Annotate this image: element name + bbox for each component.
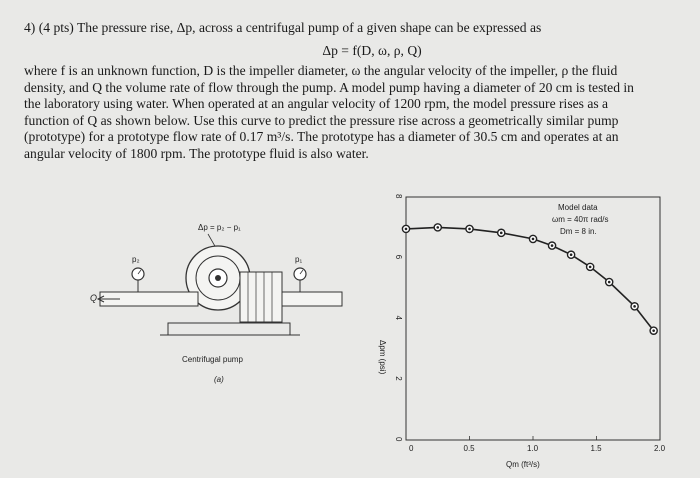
data-point-center — [608, 281, 611, 284]
problem-line-6: angular velocity of 1800 rpm. The prototype fluid is also water. — [24, 145, 369, 161]
pump-motor — [240, 272, 282, 322]
data-point-center — [500, 232, 503, 235]
x-axis-ticks — [406, 436, 666, 453]
pump-figure — [90, 210, 360, 395]
data-point-center — [532, 238, 535, 241]
legend-diameter: Dm = 8 in. — [560, 227, 597, 236]
y-tick-label: 8 — [394, 194, 403, 199]
pump-base — [168, 323, 290, 335]
data-point-center — [633, 305, 636, 308]
flow-label: Q — [90, 293, 98, 303]
figure-caption: Centrifugal pump — [182, 355, 243, 364]
y-tick-label: 2 — [394, 376, 403, 381]
x-axis-label: Qm (ft³/s) — [506, 460, 540, 469]
pressure-rise-label: Δp = p₂ − p₁ — [198, 223, 241, 232]
problem-line-3: the laboratory using water. When operated at an angular velocity of 1200 rpm, the model pressure rises as a — [24, 96, 609, 111]
pump-curve-chart — [360, 180, 680, 470]
x-tick-label: 0 — [409, 444, 414, 453]
model-data-curve — [406, 227, 654, 330]
problem-line-5: (prototype) for a prototype flow rate of 0.17 m³/s. The prototype has a diameter of 30.5 cm and operates at an — [24, 129, 619, 144]
x-tick-label: 2.0 — [654, 444, 666, 453]
data-point-center — [405, 228, 408, 231]
figure-subcaption: (a) — [214, 375, 224, 384]
y-axis-ticks — [394, 194, 403, 442]
x-tick-label: 0.5 — [463, 444, 475, 453]
gauge-p2-label: p₂ — [132, 255, 140, 264]
problem-line-2: density, and Q the volume rate of flow through the pump. A model pump having a diameter of 20 cm is tested in — [24, 79, 634, 95]
problem-statement — [24, 20, 680, 162]
gauge-p1-label: p₁ — [295, 255, 303, 264]
problem-line-4: function of Q as shown below. Use this curve to predict the pressure rise across a geometrically similar pump — [24, 112, 619, 128]
data-point-center — [589, 266, 592, 269]
problem-title: 4) (4 pts) The pressure rise, Δp, across a centrifugal pump of a given shape can be expressed as — [24, 20, 542, 35]
plot-frame — [406, 197, 660, 440]
legend-title: Model data — [558, 203, 598, 212]
impeller-shaft — [215, 275, 221, 281]
data-point-center — [570, 253, 573, 256]
data-point-center — [468, 228, 471, 231]
x-tick-label: 1.5 — [590, 444, 602, 453]
data-point-center — [436, 226, 439, 229]
problem-body — [24, 63, 680, 162]
problem-formula: Δp = f(D, ω, ρ, Q) — [322, 42, 422, 58]
y-tick-label: 0 — [394, 437, 403, 442]
x-tick-label: 1.0 — [527, 444, 539, 453]
y-tick-label: 6 — [394, 254, 403, 260]
problem-line-1: where f is an unknown function, D is the impeller diameter, ω the angular velocity of the impeller, ρ the fluid — [24, 63, 618, 78]
model-data-points — [402, 224, 657, 334]
data-point-center — [551, 244, 554, 247]
y-axis-label: Δpm (psi) — [378, 340, 387, 375]
legend-omega: ωm = 40π rad/s — [552, 215, 609, 224]
data-point-center — [652, 329, 655, 332]
y-tick-label: 4 — [394, 315, 403, 320]
outlet-pipe — [282, 292, 342, 306]
